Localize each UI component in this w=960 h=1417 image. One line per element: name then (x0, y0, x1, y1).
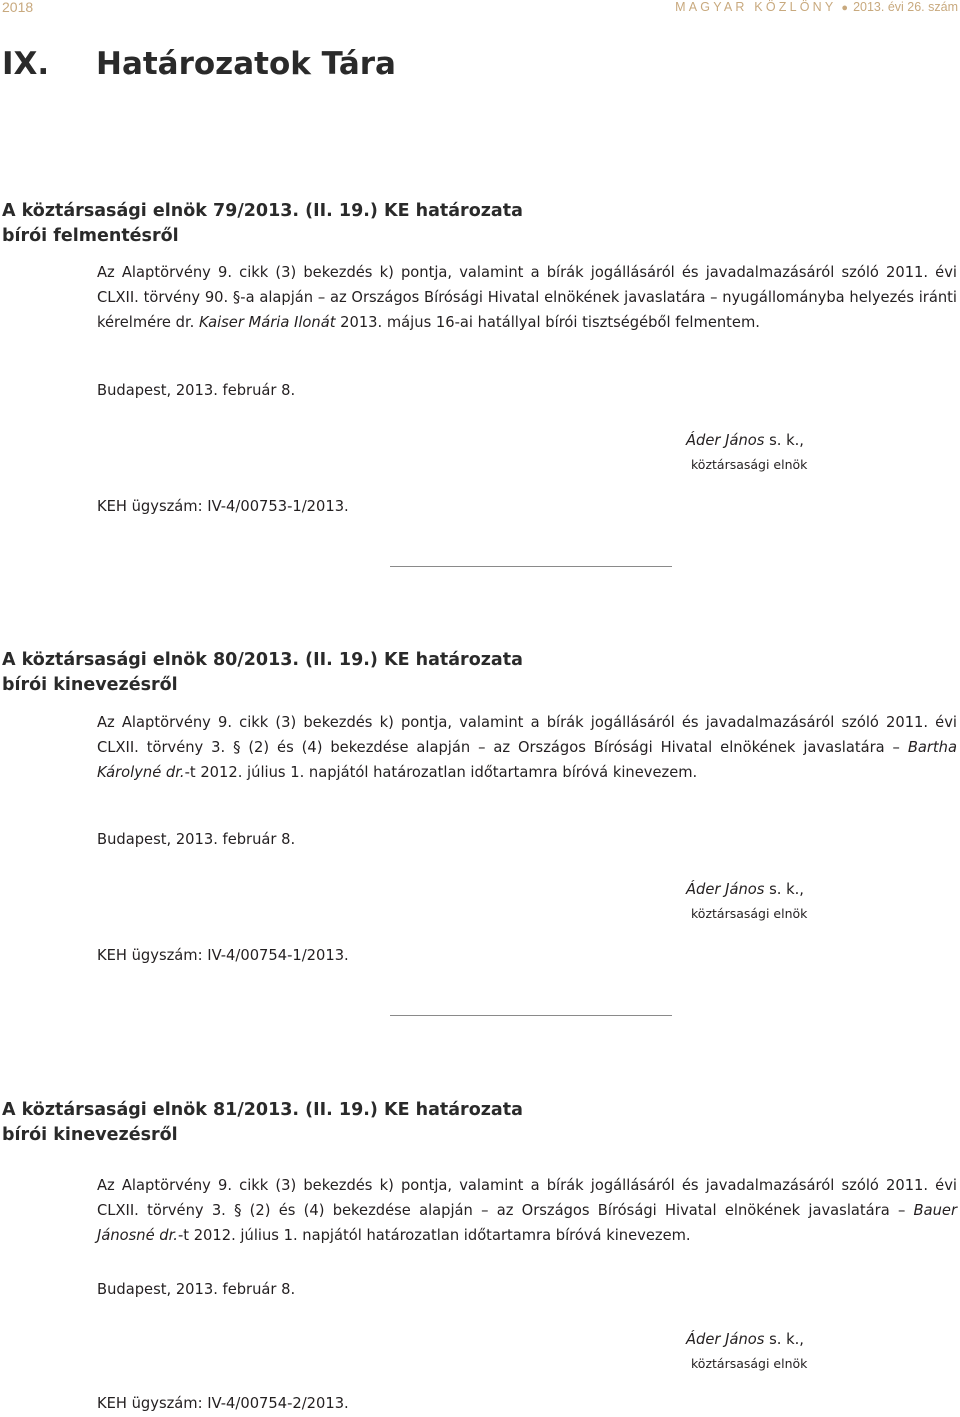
chapter-heading (2, 44, 396, 84)
body-text: CLXII. törvény 3. § (2) és (4) bekezdése alapján – az Országos Bírósági Hivatal elnökének javaslatára – (97, 739, 908, 756)
place-date: Budapest, 2013. február 8. (97, 382, 296, 399)
signer (686, 431, 804, 451)
signer-name: Áder János (686, 1331, 765, 1348)
case-number: KEH ügyszám: IV-4/00753-1/2013. (97, 498, 349, 515)
signer-suffix: s. k., (764, 1331, 804, 1348)
chapter-number: IX. (2, 46, 50, 82)
decree-body (97, 710, 957, 785)
person-name: Kaiser Mária Ilonát (198, 314, 336, 331)
issue-label: 2013. évi 26. szám (853, 0, 958, 14)
signer-name: Áder János (686, 881, 765, 898)
body-line (97, 1223, 957, 1248)
decree-title-line2: bírói felmentésről (2, 226, 179, 246)
bullet-icon: ● (841, 2, 849, 14)
body-text: -t 2012. július 1. napjától határozatlan időtartamra bíróvá kinevezem. (177, 1227, 691, 1244)
decree-title-line1: A köztársasági elnök 80/2013. (II. 19.) KE határozata (2, 650, 523, 670)
decree-title-line2: bírói kinevezésről (2, 1125, 178, 1145)
separator-line (390, 566, 672, 567)
decree-title (2, 648, 523, 698)
body-line (97, 1198, 957, 1223)
decree-title-line2: bírói kinevezésről (2, 675, 178, 695)
body-line: CLXII. törvény 90. §-a alapján – az Országos Bírósági Hivatal elnökének javaslatára – nyugállományba helyezés iránti (97, 289, 957, 306)
signer (686, 1330, 804, 1350)
body-text: kérelmére dr. (97, 314, 199, 331)
chapter-title: Határozatok Tára (96, 46, 396, 82)
decree-title-line1: A köztársasági elnök 81/2013. (II. 19.) KE határozata (2, 1100, 523, 1120)
signer-role: köztársasági elnök (691, 457, 808, 472)
body-line: Az Alaptörvény 9. cikk (3) bekezdés k) pontja, valamint a bírák jogállásáról és javadalmazásáról szóló 2011. évi (97, 1177, 957, 1194)
case-number: KEH ügyszám: IV-4/00754-2/2013. (97, 1395, 349, 1412)
signer-name: Áder János (686, 432, 765, 449)
decree-title (2, 199, 523, 249)
place-date: Budapest, 2013. február 8. (97, 1281, 296, 1298)
decree-title-line1: A köztársasági elnök 79/2013. (II. 19.) KE határozata (2, 201, 523, 221)
signer (686, 880, 804, 900)
body-line: Az Alaptörvény 9. cikk (3) bekezdés k) pontja, valamint a bírák jogállásáról és javadalmazásáról szóló 2011. évi (97, 714, 957, 731)
signer-suffix: s. k., (764, 432, 804, 449)
body-line (97, 760, 957, 785)
page-header (0, 0, 960, 22)
body-text: CLXII. törvény 3. § (2) és (4) bekezdése alapján – az Országos Bírósági Hivatal elnökének javaslatára – (97, 1202, 914, 1219)
person-name: Bauer (913, 1202, 957, 1219)
case-number: KEH ügyszám: IV-4/00754-1/2013. (97, 947, 349, 964)
journal-name: MAGYAR KÖZLÖNY (675, 0, 837, 14)
body-text: 2013. május 16-ai hatállyal bírói tisztségéből felmentem. (335, 314, 760, 331)
separator-line (390, 1015, 672, 1016)
signer-role: köztársasági elnök (691, 1356, 808, 1371)
body-line: Az Alaptörvény 9. cikk (3) bekezdés k) pontja, valamint a bírák jogállásáról és javadalmazásáról szóló 2011. évi (97, 264, 957, 281)
signer-role: köztársasági elnök (691, 906, 808, 921)
decree-body (97, 260, 957, 335)
person-name: Bartha (907, 739, 957, 756)
running-head (675, 0, 958, 15)
body-text: -t 2012. július 1. napjától határozatlan időtartamra bíróvá kinevezem. (184, 764, 698, 781)
decree-title (2, 1098, 523, 1148)
body-line (97, 735, 957, 760)
page-number: 2018 (2, 0, 34, 15)
person-name: Jánosné dr. (97, 1227, 178, 1244)
signer-suffix: s. k., (764, 881, 804, 898)
person-name: Károlyné dr. (97, 764, 185, 781)
place-date: Budapest, 2013. február 8. (97, 831, 296, 848)
body-line (97, 310, 957, 335)
decree-body (97, 1173, 957, 1248)
